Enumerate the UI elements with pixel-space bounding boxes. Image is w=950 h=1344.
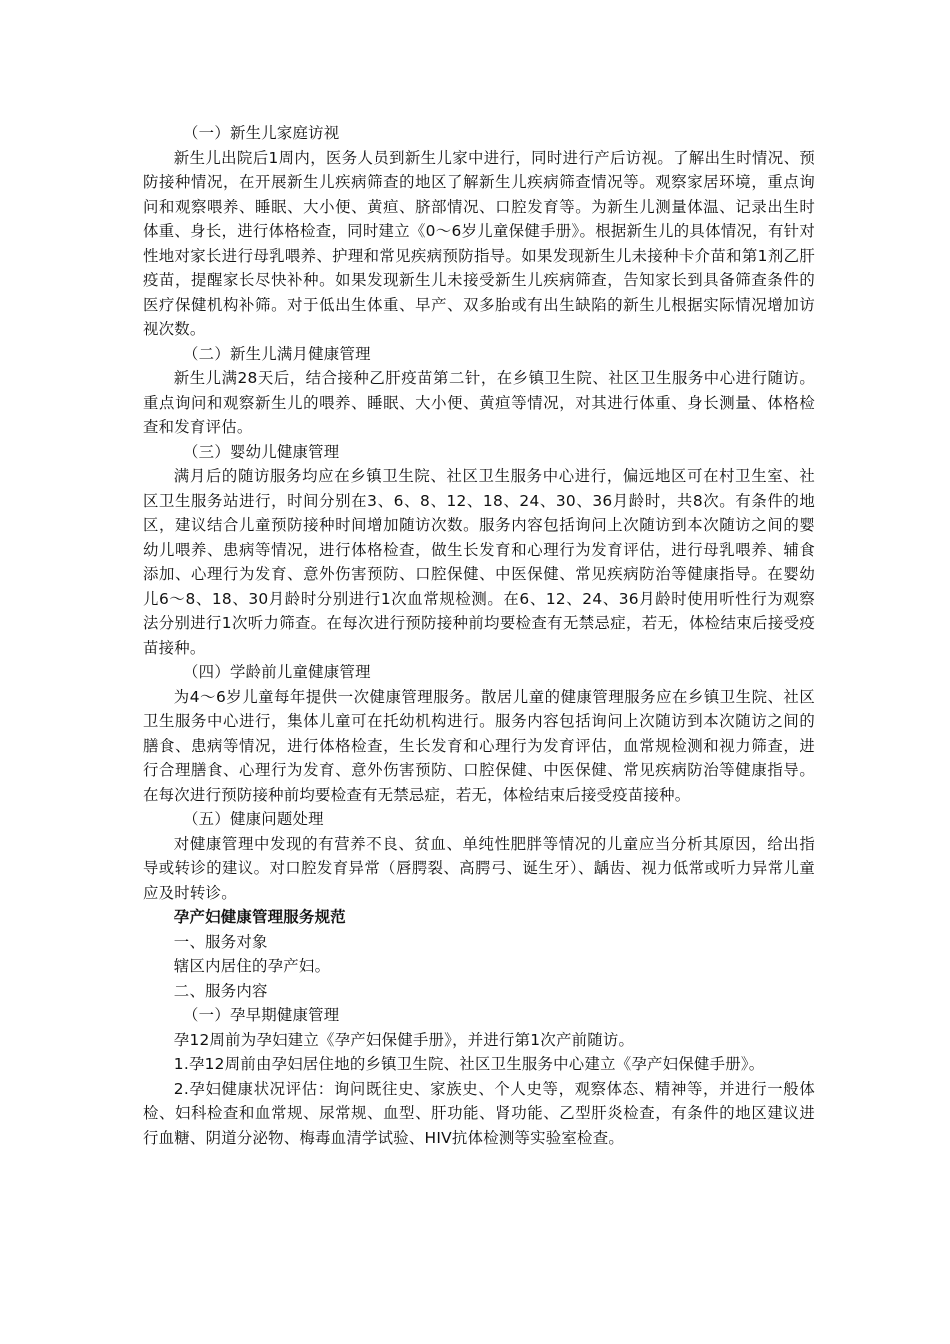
section-heading-newborn-home-visit: （一）新生儿家庭访视 bbox=[183, 124, 340, 142]
section-heading-newborn-full-month: （二）新生儿满月健康管理 bbox=[183, 344, 371, 363]
section-heading-early-pregnancy: （一）孕早期健康管理 bbox=[183, 1006, 340, 1024]
section-heading-health-problems: （五）健康问题处理 bbox=[183, 810, 324, 828]
paragraph-newborn-full-month: 新生儿满28天后，结合接种乙肝疫苗第二针，在乡镇卫生院、社区卫生服务中心进行随访。重点询问和观察新生儿的喂养、睡眠、大小便、黄疸等情况，对其进行体重、身长测量、体格检查和发育评估。 bbox=[143, 369, 815, 436]
paragraph-newborn-home-visit: 新生儿出院后1周内，医务人员到新生儿家中进行，同时进行产后访视。了解出生时情况、预防接种情况，在开展新生儿疾病筛查的地区了解新生儿疾病筛查情况等。观察家居环境，重点询问和观察喂养、睡眠、大小便、黄疸、脐部情况、口腔发育等。为新生儿测量体温、记录出生时体重、身长，进行体格检查，同时建立《0～6岁儿童保健手册》。根据新生儿的具体情况，有针对性地对家长进行母乳喂养、护理和常见疾病预防指导。如果发现新生儿未接种卡介苗和第1剂乙肝疫苗，提醒家长尽快补种。如果发现新生儿未接受新生儿疾病筛查，告知家长到具备筛查条件的医疗保健机构补筛。对于低出生体重、早产、双多胎或有出生缺陷的新生儿根据实际情况增加访视次数。 bbox=[143, 148, 815, 338]
paragraph-health-problems: 对健康管理中发现的有营养不良、贫血、单纯性肥胖等情况的儿童应当分析其原因，给出指导或转诊的建议。对口腔发育异常（唇腭裂、高腭弓、诞生牙）、龋齿、视力低常或听力异常儿童应及时转诊。 bbox=[143, 834, 815, 902]
document-body bbox=[143, 121, 815, 1150]
paragraph-preschool-health: 为4～6岁儿童每年提供一次健康管理服务。散居儿童的健康管理服务应在乡镇卫生院、社区卫生服务中心进行，集体儿童可在托幼机构进行。服务内容包括询问上次随访到本次随访之间的膳食、患病等情况，进行体格检查，生长发育和心理行为发育评估，血常规检测和视力筛查，进行合理膳食、心理行为发育、意外伤害预防、口腔保健、中医保健、常见疾病防治等健康指导。在每次进行预防接种前均要检查有无禁忌症，若无，体检结束后接受疫苗接种。 bbox=[143, 687, 815, 804]
paragraph-infant-health: 满月后的随访服务均应在乡镇卫生院、社区卫生服务中心进行，偏远地区可在村卫生室、社区卫生服务站进行，时间分别在3、6、8、12、18、24、30、36月龄时，共8次。有条件的地区，建议结合儿童预防接种时间增加随访次数。服务内容包括询问上次随访到本次随访之间的婴幼儿喂养、患病等情况，进行体格检查，做生长发育和心理行为发育评估，进行母乳喂养、辅食添加、心理行为发育、意外伤害预防、口腔保健、中医保健、常见疾病防治等健康指导。在婴幼儿6～8、18、30月龄时分别进行1次血常规检测。在6、12、24、36月龄时使用听性行为观察法分别进行1次听力筛查。在每次进行预防接种前均要检查有无禁忌症，若无，体检结束后接受疫苗接种。 bbox=[143, 467, 815, 657]
section-heading-service-target: 一、服务对象 bbox=[173, 932, 268, 951]
chapter-title-maternal-health: 孕产妇健康管理服务规范 bbox=[173, 908, 346, 926]
section-heading-infant-health: （三）婴幼儿健康管理 bbox=[183, 442, 340, 461]
list-item-health-assessment: 2.孕妇健康状况评估：询问既往史、家族史、个人史等，观察体态、精神等，并进行一般体检、妇科检查和血常规、尿常规、血型、肝功能、肾功能、乙型肝炎检查，有条件的地区建议进行血糖、阴道分泌物、梅毒血清学试验、HIV抗体检测等实验室检查。 bbox=[143, 1079, 815, 1147]
list-item-handbook: 1.孕12周前由孕妇居住地的乡镇卫生院、社区卫生服务中心建立《孕产妇保健手册》。 bbox=[173, 1055, 765, 1073]
paragraph-service-target: 辖区内居住的孕产妇。 bbox=[173, 957, 331, 975]
paragraph-early-pregnancy: 孕12周前为孕妇建立《孕产妇保健手册》，并进行第1次产前随访。 bbox=[173, 1030, 635, 1049]
section-heading-preschool-health: （四）学龄前儿童健康管理 bbox=[183, 663, 371, 681]
section-heading-service-content: 二、服务内容 bbox=[173, 981, 268, 1000]
